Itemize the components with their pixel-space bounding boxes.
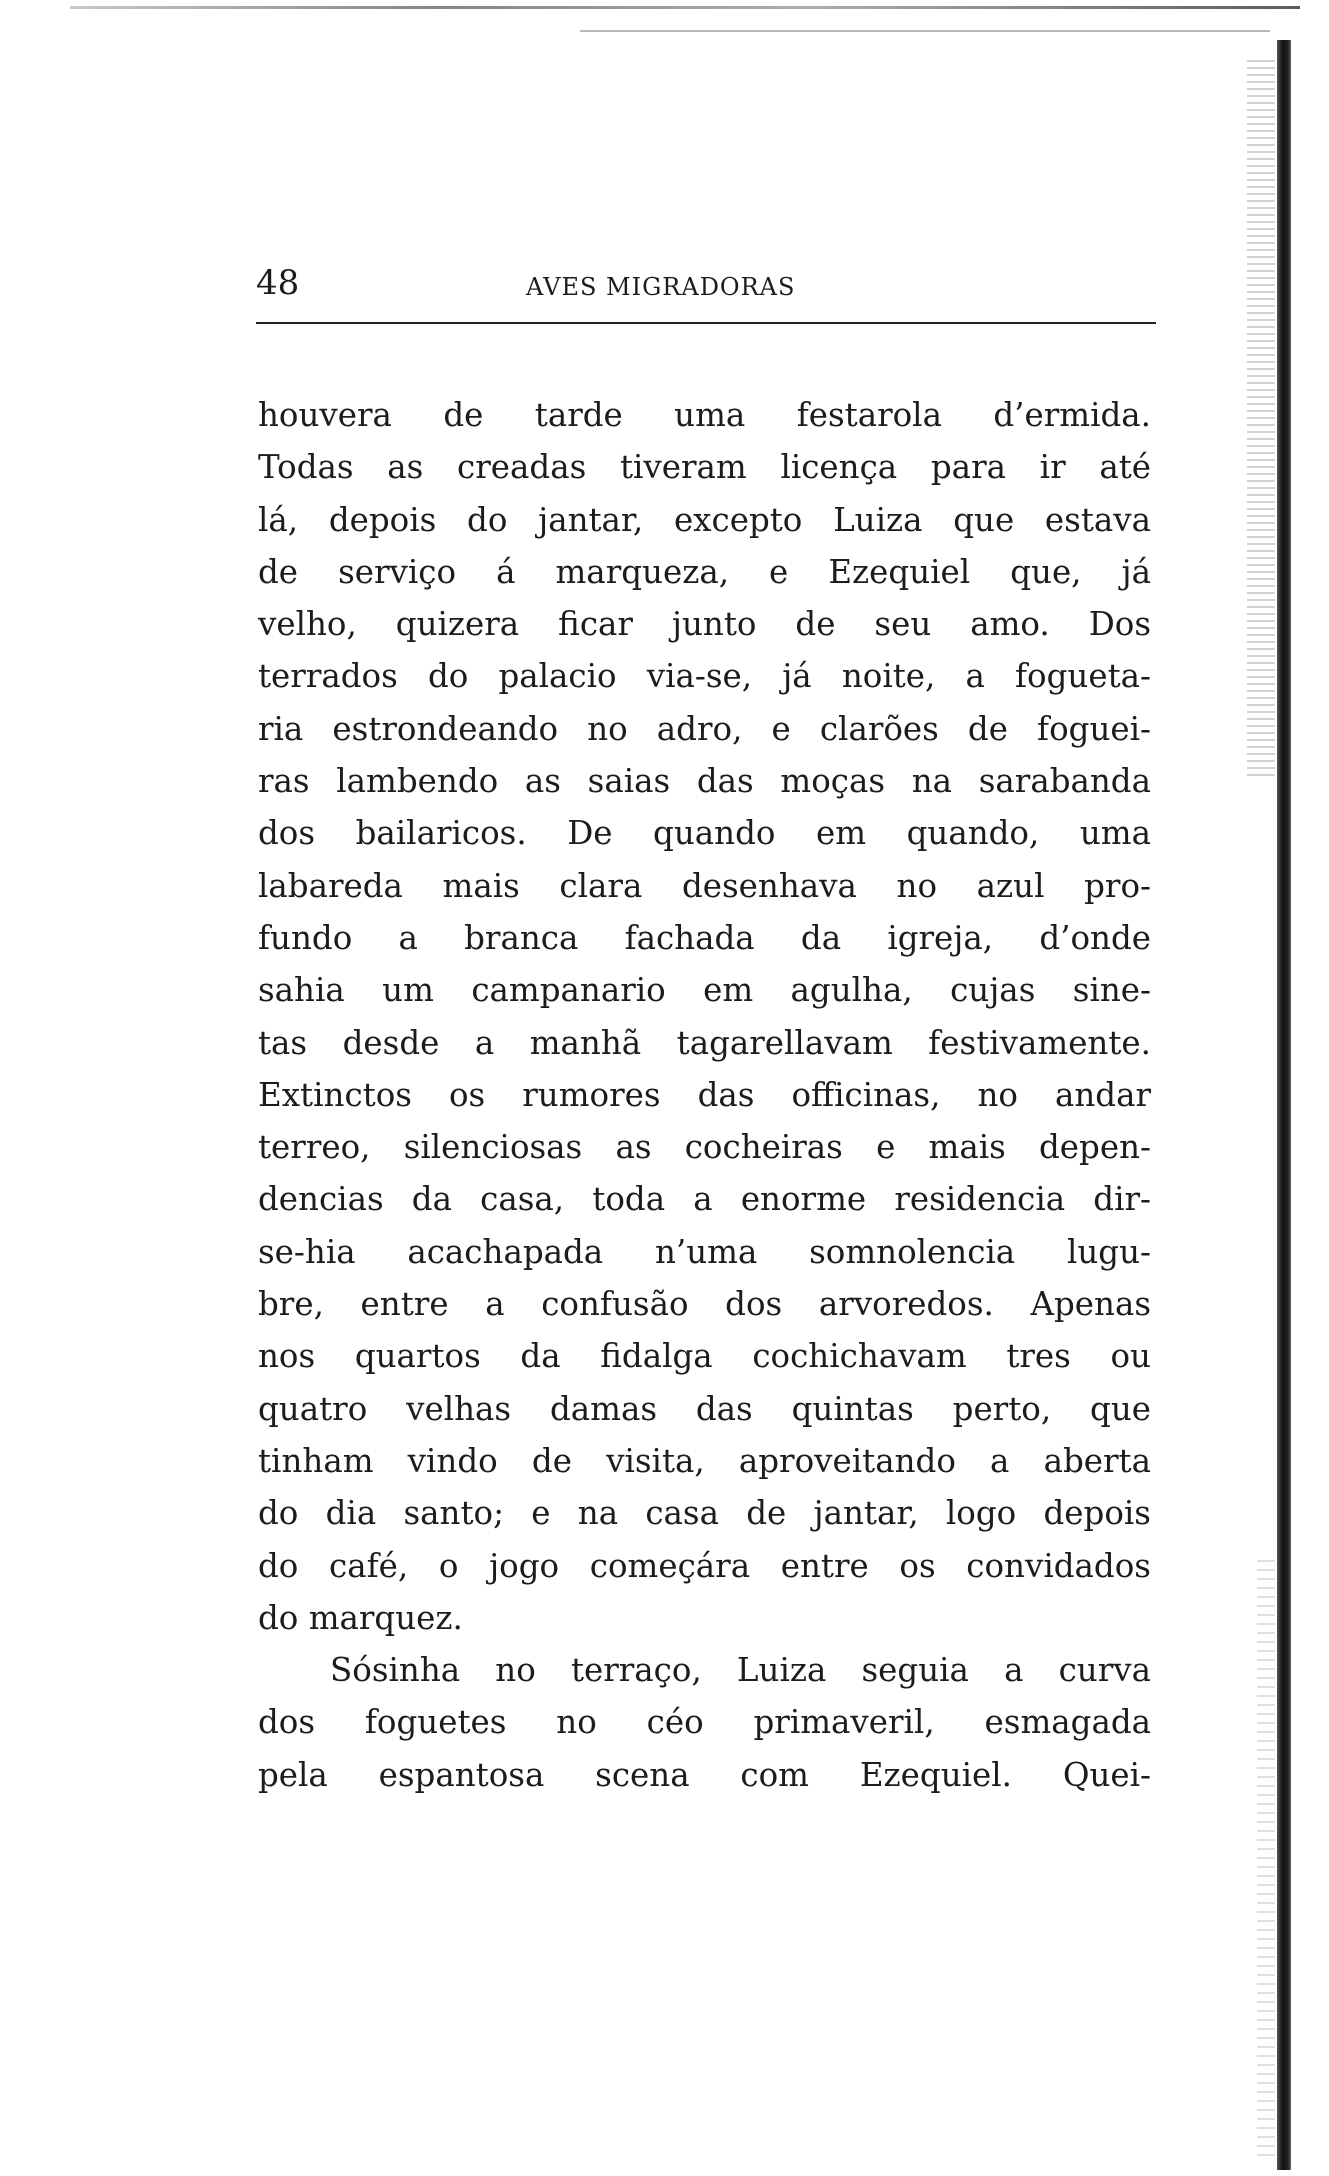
- text-line: dos foguetes no céo primaveril, esmagada: [258, 1703, 1151, 1742]
- scan-edge-top: [70, 6, 1300, 9]
- text-line: pela espantosa scena com Ezequiel. Quei-: [258, 1755, 1151, 1794]
- text-line: Extinctos os rumores das officinas, no andar: [258, 1075, 1151, 1114]
- text-line: velho, quizera ficar junto de seu amo. Dos: [258, 605, 1151, 644]
- text-line: terrados do palacio via-se, já noite, a fogueta-: [258, 657, 1151, 696]
- binding-edge: [1277, 40, 1291, 2170]
- text-line: Todas as creadas tiveram licença para ir até: [258, 448, 1151, 487]
- header-rule: [256, 322, 1156, 324]
- text-line: nos quartos da fidalga cochichavam tres ou: [258, 1337, 1151, 1376]
- text-line: Sósinha no terraço, Luiza seguia a curva: [330, 1651, 1151, 1690]
- text-line: ras lambendo as saias das moças na sarabanda: [258, 762, 1151, 801]
- text-line: houvera de tarde uma festarola d’ermida.: [258, 396, 1151, 434]
- text-line: se-hia acachapada n’uma somnolencia lugu-: [258, 1232, 1151, 1271]
- text-line: do café, o jogo começára entre os convidados: [258, 1546, 1151, 1585]
- text-line: bre, entre a confusão dos arvoredos. Apenas: [258, 1285, 1151, 1324]
- page-header: [256, 258, 1156, 308]
- text-line: do marquez.: [258, 1598, 463, 1637]
- text-line: tinham vindo de visita, aproveitando a aberta: [258, 1441, 1151, 1480]
- running-title: AVES MIGRADORAS: [526, 273, 796, 301]
- text-line: do dia santo; e na casa de jantar, logo depois: [258, 1494, 1151, 1533]
- text-line: dos bailaricos. De quando em quando, uma: [258, 814, 1151, 853]
- body-text: [258, 389, 1151, 1801]
- text-line: terreo, silenciosas as cocheiras e mais depen-: [258, 1128, 1151, 1167]
- text-line: fundo a branca fachada da igreja, d’onde: [258, 918, 1151, 957]
- text-line: dencias da casa, toda a enorme residencia dir-: [258, 1180, 1151, 1219]
- text-line: labareda mais clara desenhava no azul pro-: [258, 866, 1151, 905]
- binding-speckle-upper: [1247, 60, 1275, 780]
- text-line: lá, depois do jantar, excepto Luiza que estava: [258, 500, 1151, 539]
- binding-speckle-lower: [1257, 1560, 1275, 2160]
- text-line: tas desde a manhã tagarellavam festivamente.: [258, 1023, 1151, 1062]
- text-line: ria estrondeando no adro, e clarões de foguei-: [258, 709, 1151, 748]
- text-line: sahia um campanario em agulha, cujas sine-: [258, 971, 1151, 1010]
- text-line: quatro velhas damas das quintas perto, que: [258, 1389, 1151, 1428]
- page-number: 48: [256, 263, 300, 303]
- scan-edge-top-secondary: [580, 30, 1270, 32]
- text-line: de serviço á marqueza, e Ezequiel que, já: [258, 552, 1151, 591]
